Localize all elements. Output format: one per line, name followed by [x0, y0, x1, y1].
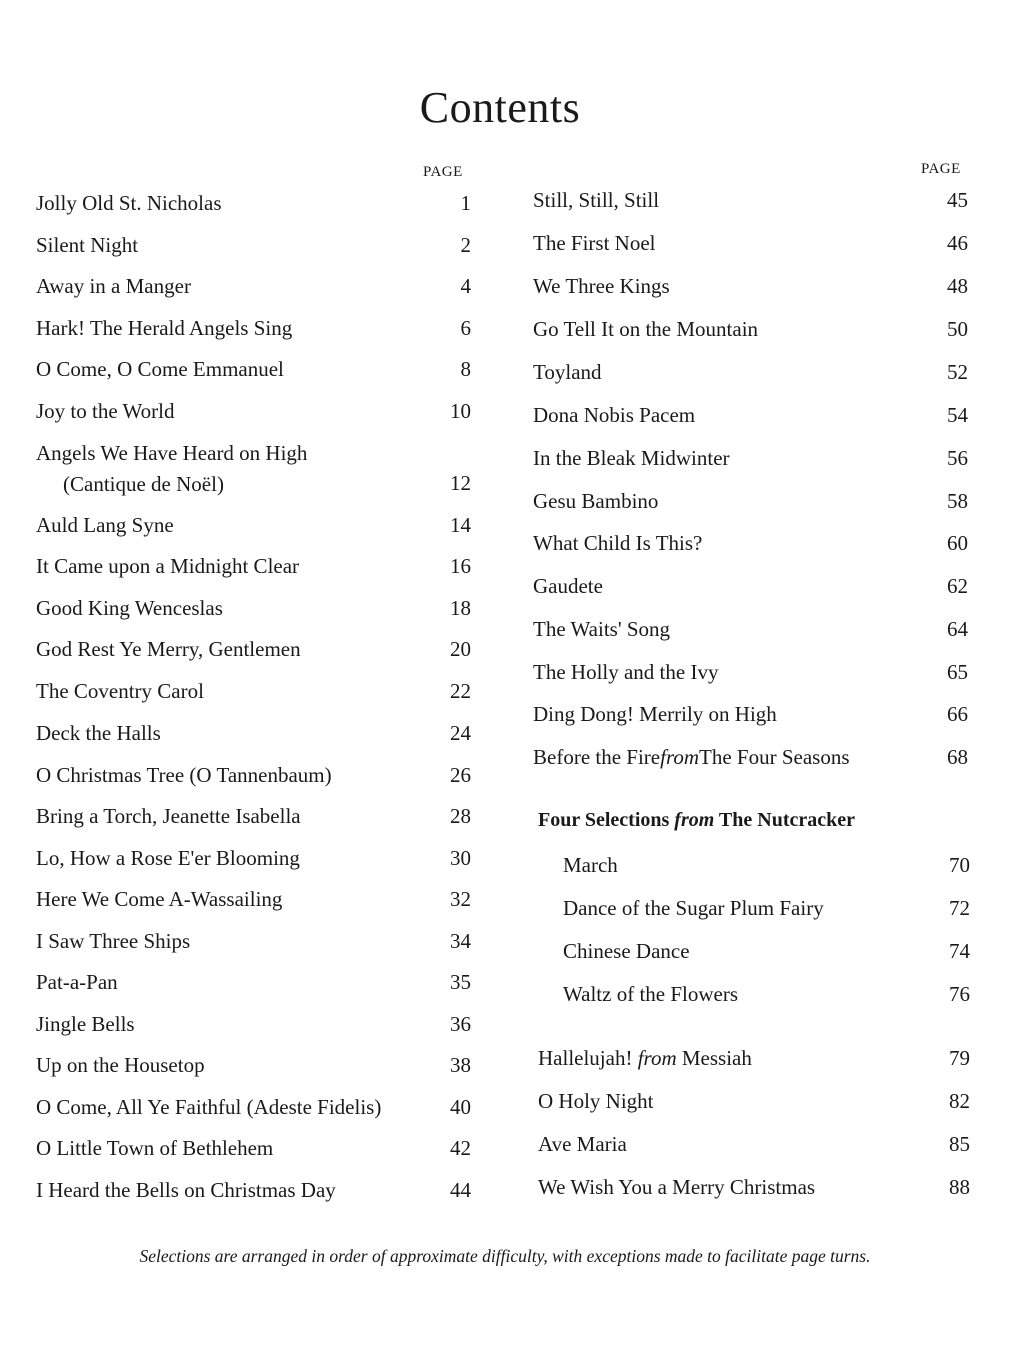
- contents-entry: [36, 190, 471, 216]
- nutcracker-heading-from: from: [674, 809, 715, 831]
- entry-title: [36, 595, 471, 621]
- contents-entry: [36, 553, 471, 579]
- nutcracker-heading-pre: Four Selections: [538, 809, 675, 831]
- entry-title-text: O Come, All Ye Faithful (Adeste Fidelis): [36, 1095, 382, 1119]
- entry-title-text: Gaudete: [533, 574, 603, 598]
- contents-entry: [533, 530, 968, 556]
- contents-entry: [36, 398, 471, 424]
- entry-title: [36, 232, 471, 258]
- contents-entry: [36, 595, 471, 621]
- contents-entry: [533, 359, 968, 385]
- entry-page-number: 26: [450, 763, 471, 787]
- entry-title: [533, 701, 968, 727]
- contents-entry: [533, 573, 968, 599]
- contents-entry: [533, 187, 968, 213]
- contents-entry: [533, 273, 968, 299]
- entry-page-number: 20: [450, 637, 471, 661]
- entry-title-text: O Come, O Come Emmanuel: [36, 357, 284, 381]
- entry-title-text: Hallelujah!: [538, 1046, 638, 1070]
- entry-from: from: [660, 745, 700, 769]
- entry-title-line2: (Cantique de Noël): [63, 472, 224, 496]
- entry-title-text: Joy to the World: [36, 399, 175, 423]
- entry-page-number: 72: [949, 896, 970, 920]
- contents-entry: [563, 895, 970, 921]
- entry-title-text: Good King Wenceslas: [36, 596, 223, 620]
- entry-page-number: 35: [450, 970, 471, 994]
- entry-title: [533, 359, 968, 385]
- entry-title-text: It Came upon a Midnight Clear: [36, 554, 300, 578]
- entry-page-number: 36: [450, 1012, 471, 1036]
- entry-title: [36, 803, 471, 829]
- entry-title: [36, 398, 471, 424]
- entry-title-text: Chinese Dance: [563, 939, 690, 963]
- entry-title-text: Away in a Manger: [36, 274, 191, 298]
- entry-page-number: 32: [450, 887, 471, 911]
- entry-page-number: 64: [947, 617, 968, 641]
- entry-title-text: Up on the Housetop: [36, 1053, 205, 1077]
- contents-entry: [533, 744, 968, 770]
- entry-page-number: 24: [450, 721, 471, 745]
- contents-entry: [538, 1045, 970, 1071]
- entry-title-text: Dance of the Sugar Plum Fairy: [563, 896, 824, 920]
- entry-page-number: 52: [947, 360, 968, 384]
- entry-title: [533, 273, 968, 299]
- entry-title: [533, 659, 968, 685]
- entry-page-number: 48: [947, 274, 968, 298]
- nutcracker-heading-post: The Nutcracker: [714, 809, 856, 831]
- contents-entry: [563, 981, 970, 1007]
- entry-page-number: 1: [460, 191, 471, 215]
- contents-entry: [533, 488, 968, 514]
- entry-title: [533, 187, 968, 213]
- entry-page-number: 4: [460, 274, 471, 298]
- entry-title-text: In the Bleak Midwinter: [533, 446, 730, 470]
- entry-title-text: The First Noel: [533, 231, 656, 255]
- contents-entry: [538, 1174, 970, 1200]
- contents-entry: [36, 762, 471, 788]
- contents-entry: [36, 1094, 471, 1120]
- contents-entry: [563, 852, 970, 878]
- entry-page-number: 44: [450, 1178, 471, 1202]
- entry-title-text: Angels We Have Heard on High: [36, 441, 308, 465]
- entry-title: [533, 488, 968, 514]
- entry-page-number: 65: [947, 660, 968, 684]
- entry-title: [36, 720, 471, 746]
- entry-title: [563, 895, 970, 921]
- entry-title: [533, 230, 968, 256]
- entry-page-number: 82: [949, 1089, 970, 1113]
- entry-title: [36, 315, 471, 341]
- entry-title: [538, 1131, 970, 1157]
- entry-title: [36, 1094, 471, 1120]
- entry-title-text: Hark! The Herald Angels Sing: [36, 316, 293, 340]
- entry-title: [36, 553, 471, 579]
- entry-title-text: Go Tell It on the Mountain: [533, 317, 759, 341]
- entry-title-text: Silent Night: [36, 233, 139, 257]
- entry-title: [36, 190, 471, 216]
- entry-page-number: 45: [947, 188, 968, 212]
- entry-title: [533, 530, 968, 556]
- entry-page-number: 22: [450, 679, 471, 703]
- entry-title: [36, 762, 471, 788]
- entry-page-number: 10: [450, 399, 471, 423]
- entry-page-number: 6: [460, 316, 471, 340]
- entry-title-text: O Little Town of Bethlehem: [36, 1136, 274, 1160]
- entry-page-number: 38: [450, 1053, 471, 1077]
- entry-title: [36, 636, 471, 662]
- entry-title-text: I Heard the Bells on Christmas Day: [36, 1178, 336, 1202]
- entry-title-text: Gesu Bambino: [533, 489, 659, 513]
- entry-title: [563, 938, 970, 964]
- entry-title-text: O Holy Night: [538, 1089, 654, 1113]
- entry-page-number: 70: [949, 853, 970, 877]
- entry-title-text: The Coventry Carol: [36, 679, 204, 703]
- entry-title-text: Before the Fire: [533, 745, 661, 769]
- entry-title-text: Waltz of the Flowers: [563, 982, 739, 1006]
- contents-entry: [36, 273, 471, 299]
- contents-entry: [36, 803, 471, 829]
- contents-entry: [533, 230, 968, 256]
- entry-title: [36, 512, 471, 538]
- entry-title: [36, 356, 471, 382]
- contents-entry: [36, 232, 471, 258]
- contents-entry: [36, 886, 471, 912]
- entry-page-number: 18: [450, 596, 471, 620]
- page-title: Contents: [419, 83, 581, 132]
- entry-source: Messiah: [676, 1046, 752, 1070]
- entry-page-number: 2: [460, 233, 471, 257]
- entry-page-number: 88: [949, 1175, 970, 1199]
- entry-title-text: God Rest Ye Merry, Gentlemen: [36, 637, 301, 661]
- contents-entry: [36, 315, 471, 341]
- entry-title-text: Dona Nobis Pacem: [533, 403, 696, 427]
- contents-entry: [538, 1131, 970, 1157]
- entry-page-number: 79: [949, 1046, 970, 1070]
- entry-title-text: Pat-a-Pan: [36, 970, 118, 994]
- entry-title-text: Toyland: [533, 360, 602, 384]
- nutcracker-section-heading: [538, 809, 855, 832]
- entry-title-text: O Christmas Tree (O Tannenbaum): [36, 763, 332, 787]
- entry-title: [36, 928, 471, 954]
- entry-source: The Four Seasons: [699, 745, 850, 769]
- entry-title: [533, 616, 968, 642]
- entry-title: [533, 744, 968, 770]
- contents-entry: [533, 445, 968, 471]
- left-page-column-header: PAGE: [423, 164, 463, 180]
- entry-page-number: 40: [450, 1095, 471, 1119]
- entry-page-number: 34: [450, 929, 471, 953]
- contents-entry: [533, 659, 968, 685]
- entry-title-text: Bring a Torch, Jeanette Isabella: [36, 804, 301, 828]
- contents-entry: [36, 512, 471, 538]
- entry-title-text: Ding Dong! Merrily on High: [533, 702, 777, 726]
- entry-title-text: Lo, How a Rose E'er Blooming: [36, 846, 300, 870]
- entry-title: [563, 852, 970, 878]
- entry-page-number: 28: [450, 804, 471, 828]
- contents-entry: [36, 969, 471, 995]
- entry-from: from: [637, 1046, 677, 1070]
- entry-title: [533, 402, 968, 428]
- entry-title-text: Still, Still, Still: [533, 188, 660, 212]
- contents-entry: [533, 616, 968, 642]
- contents-entry: [563, 938, 970, 964]
- entry-title: [36, 969, 471, 995]
- entry-page-number: 42: [450, 1136, 471, 1160]
- contents-entry: [533, 701, 968, 727]
- entry-title: [36, 678, 471, 704]
- entry-page-number: 12: [450, 471, 471, 495]
- contents-entry: [36, 356, 471, 382]
- contents-entry: [36, 1011, 471, 1037]
- entry-title: [36, 1177, 471, 1203]
- entry-title: [36, 1052, 471, 1078]
- entry-title-text: Auld Lang Syne: [36, 513, 174, 537]
- entry-title-text: What Child Is This?: [533, 531, 703, 555]
- entry-title-text: March: [563, 853, 618, 877]
- contents-entry: [36, 720, 471, 746]
- contents-entry: [36, 636, 471, 662]
- contents-entry: [36, 845, 471, 871]
- entry-title: [563, 981, 970, 1007]
- contents-entry: [36, 1177, 471, 1203]
- contents-entry: [36, 1052, 471, 1078]
- entry-page-number: 14: [450, 513, 471, 537]
- entry-title: [533, 445, 968, 471]
- footer-note: Selections are arranged in order of approximate difficulty, with exceptions made to facilitate page turns.: [139, 1246, 871, 1266]
- contents-entry: [36, 440, 471, 497]
- entry-title-text: Jingle Bells: [36, 1012, 135, 1036]
- entry-page-number: 16: [450, 554, 471, 578]
- entry-title: [36, 1011, 471, 1037]
- entry-title: [533, 573, 968, 599]
- contents-entry: [36, 928, 471, 954]
- entry-page-number: 46: [947, 231, 968, 255]
- entry-title: [36, 273, 471, 299]
- contents-entry: [533, 402, 968, 428]
- entry-page-number: 68: [947, 745, 968, 769]
- entry-title: [538, 1088, 970, 1114]
- entry-title-text: Ave Maria: [538, 1132, 627, 1156]
- entry-title: [36, 440, 471, 497]
- contents-entry: [538, 1088, 970, 1114]
- entry-title-text: The Waits' Song: [533, 617, 671, 641]
- entry-page-number: 85: [949, 1132, 970, 1156]
- entry-title: [538, 1045, 970, 1071]
- entry-title-text: Jolly Old St. Nicholas: [36, 191, 222, 215]
- contents-entry: [533, 316, 968, 342]
- entry-page-number: 62: [947, 574, 968, 598]
- entry-page-number: 76: [949, 982, 970, 1006]
- entry-title-text: We Three Kings: [533, 274, 670, 298]
- entry-title: [36, 1135, 471, 1161]
- right-page-column-header: PAGE: [921, 161, 961, 177]
- entry-page-number: 66: [947, 702, 968, 726]
- contents-entry: [36, 1135, 471, 1161]
- entry-title-text: We Wish You a Merry Christmas: [538, 1175, 816, 1199]
- entry-title-text: The Holly and the Ivy: [533, 660, 719, 684]
- entry-title: [538, 1174, 970, 1200]
- entry-page-number: 50: [947, 317, 968, 341]
- entry-page-number: 60: [947, 531, 968, 555]
- entry-title-text: I Saw Three Ships: [36, 929, 191, 953]
- contents-entry: [36, 678, 471, 704]
- entry-page-number: 58: [947, 489, 968, 513]
- entry-page-number: 56: [947, 446, 968, 470]
- entry-page-number: 8: [460, 357, 471, 381]
- entry-title-text: Deck the Halls: [36, 721, 161, 745]
- entry-page-number: 30: [450, 846, 471, 870]
- entry-title: [36, 886, 471, 912]
- entry-title: [36, 845, 471, 871]
- entry-page-number: 54: [947, 403, 968, 427]
- entry-title-text: Here We Come A-Wassailing: [36, 887, 283, 911]
- entry-title: [533, 316, 968, 342]
- entry-page-number: 74: [949, 939, 970, 963]
